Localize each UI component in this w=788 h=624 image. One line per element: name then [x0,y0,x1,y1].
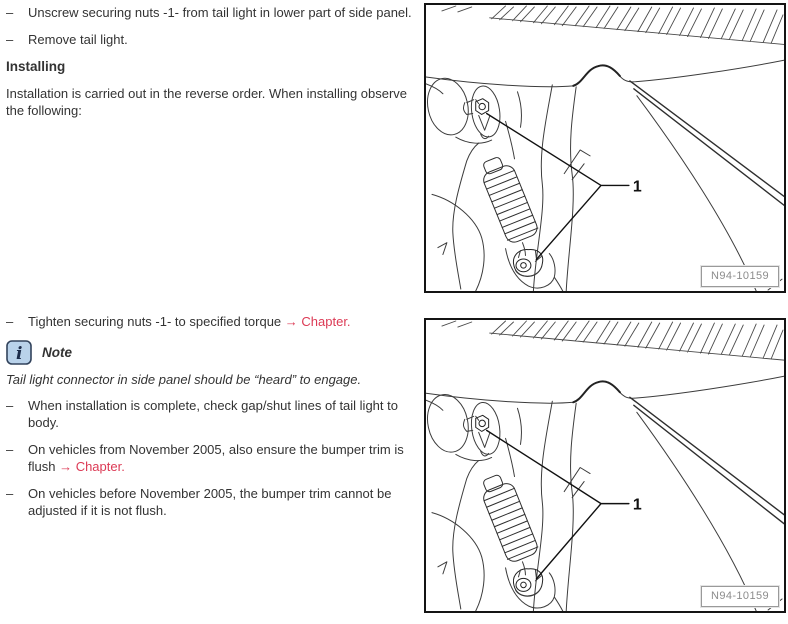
tail-light-figure-svg [426,5,784,291]
step-text-plain: On vehicles from November 2005, also ensure the bumper trim is flush [28,442,404,474]
step-before-november-2005 [6,485,418,519]
chapter-link[interactable]: → Chapter. [284,314,351,329]
step-tighten-nuts [6,313,418,330]
step-text: Unscrew securing nuts -1- from tail light in lower part of side panel. [28,5,412,20]
bullet-dash: – [6,398,14,413]
step-text: Remove tail light. [28,32,128,47]
figure-code: N94-10159 [710,590,769,602]
figure-tail-light-nuts-top [424,3,786,293]
installing-paragraph: Installation is carried out in the reverse order. When installing observe the following: [6,86,408,118]
figure-tail-light-nuts-bottom [424,318,786,613]
callout-1-label: 1 [632,496,642,514]
note-label: Note [42,345,72,360]
figure-code: N94-10159 [710,270,769,282]
note-icon-glyph: i [16,344,23,364]
note-text: Tail light connector in side panel should be “heard” to engage. [6,372,362,387]
callout-1-label: 1 [632,178,642,196]
step-text: When installation is complete, check gap/shut lines of tail light to body. [28,398,398,430]
figure-code-box [701,266,779,287]
step-text: On vehicles before November 2005, the bumper trim cannot be adjusted if it is not flush. [28,486,392,518]
bullet-dash: – [6,32,14,47]
step-text-plain: Tighten securing nuts -1- to specified torque [28,314,285,329]
note-icon [6,340,32,365]
figure-code-box [701,586,779,607]
bullet-dash: – [6,5,14,20]
bullet-dash: – [6,486,14,501]
step-from-november-2005 [6,441,418,475]
left-column-bottom [6,313,418,529]
step-unscrew-nuts [6,4,418,21]
chapter-link[interactable]: → Chapter. [59,459,125,474]
tail-light-figure-svg [426,320,784,611]
step-check-gap [6,397,418,431]
step-remove-tail-light [6,31,418,48]
left-column-top [6,4,418,129]
installing-heading: Installing [6,59,66,74]
bullet-dash: – [6,314,14,329]
bullet-dash: – [6,442,14,457]
step-text [28,441,418,475]
note-header [6,340,418,365]
step-text [28,313,418,330]
